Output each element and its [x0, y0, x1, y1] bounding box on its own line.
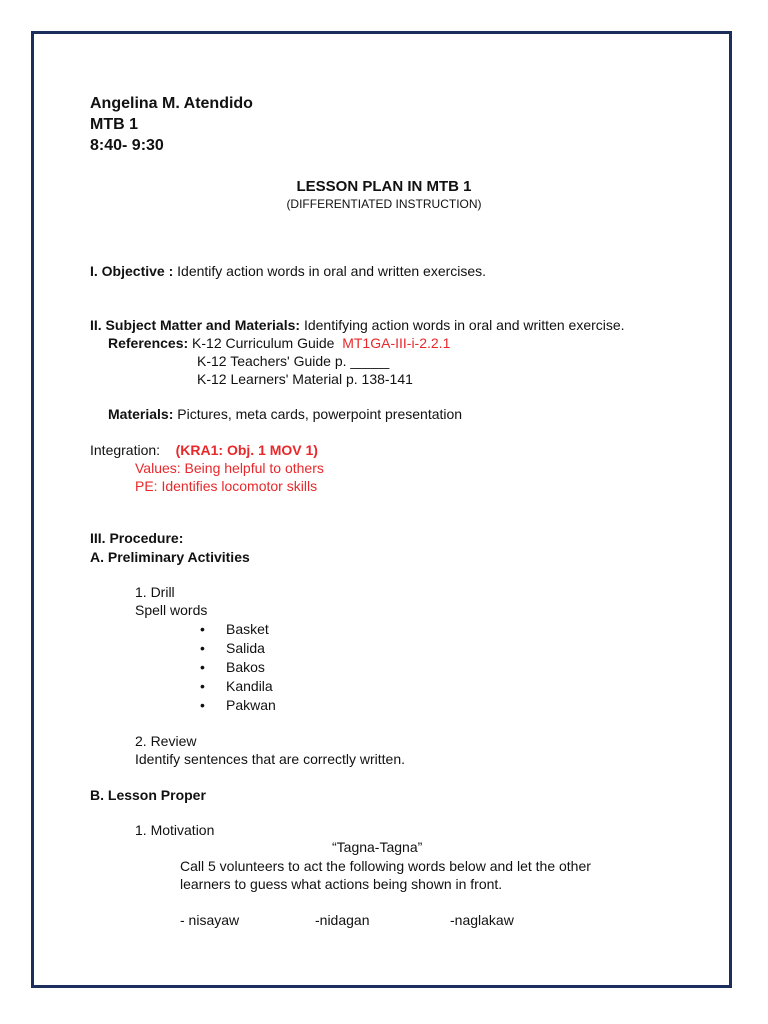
lesson-subtitle: (DIFFERENTIATED INSTRUCTION) — [286, 197, 482, 211]
objective-text: Identify action words in oral and written exercises. — [177, 263, 487, 279]
motivation-instruction-1: Call 5 volunteers to act the following words below and let the other — [180, 858, 591, 874]
drill-word: • Salida — [180, 639, 276, 658]
action-word: - nisayaw — [180, 912, 240, 928]
integration-line — [90, 442, 318, 458]
action-word: -naglakaw — [450, 912, 514, 928]
teacher-name: Angelina M. Atendido — [90, 95, 253, 112]
review-text: Identify sentences that are correctly written. — [135, 751, 406, 767]
subject-label: MTB 1 — [90, 116, 138, 133]
reference-code: MT1GA-III-i-2.2.1 — [342, 335, 451, 351]
review-label: 2. Review — [135, 733, 197, 749]
integration-label: Integration: — [90, 442, 161, 458]
motivation-instruction-2: learners to guess what actions being shown in front. — [180, 876, 503, 892]
drill-word: • Kandila — [180, 677, 276, 696]
drill-word-list — [180, 620, 276, 715]
drill-label: 1. Drill — [135, 584, 175, 600]
motivation-label: 1. Motivation — [135, 822, 215, 838]
drill-word: • Bakos — [180, 658, 276, 677]
reference-curriculum-guide: K-12 Curriculum Guide — [192, 335, 335, 351]
procedure-label: III. Procedure: — [90, 530, 184, 546]
lesson-proper-label: B. Lesson Proper — [90, 787, 206, 803]
integration-values: Values: Being helpful to others — [135, 460, 324, 476]
subject-matter-label: II. Subject Matter and Materials: — [90, 317, 301, 333]
reference-learners-material: K-12 Learners' Material p. 138-141 — [197, 371, 413, 387]
drill-text: Spell words — [135, 602, 208, 618]
subject-matter-text: Identifying action words in oral and written exercise. — [303, 317, 625, 333]
preliminary-activities-label: A. Preliminary Activities — [90, 549, 250, 565]
references-line — [108, 335, 450, 351]
game-title: “Tagna-Tagna” — [332, 839, 423, 855]
materials-line — [108, 406, 462, 422]
action-word: -nidagan — [315, 912, 370, 928]
integration-kra: (KRA1: Obj. 1 MOV 1) — [175, 442, 318, 458]
objective-line — [90, 263, 486, 279]
drill-word: • Basket — [180, 620, 276, 639]
integration-pe: PE: Identifies locomotor skills — [135, 478, 318, 494]
references-label: References: — [108, 335, 189, 351]
materials-label: Materials: — [108, 406, 174, 422]
class-time: 8:40- 9:30 — [90, 137, 164, 154]
drill-word: • Pakwan — [180, 696, 276, 715]
objective-label: I. Objective : — [90, 263, 174, 279]
subject-matter-line — [90, 317, 625, 333]
lesson-title: LESSON PLAN IN MTB 1 — [296, 178, 472, 195]
reference-teachers-guide: K-12 Teachers' Guide p. _____ — [197, 353, 390, 369]
materials-text: Pictures, meta cards, powerpoint presentation — [177, 406, 463, 422]
